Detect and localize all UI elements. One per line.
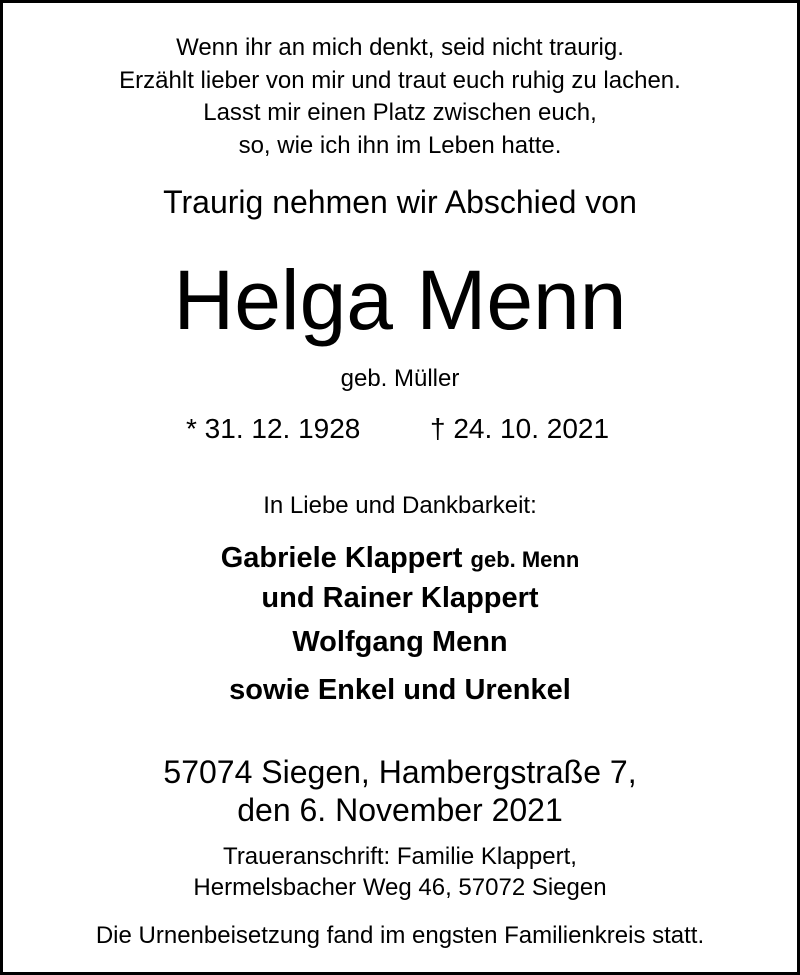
mourner-line-3: Wolfgang Menn [292,626,508,658]
poem-line-4: so, wie ich ihn im Leben hatte. [238,132,562,159]
farewell-intro: Traurig nehmen wir Abschied von [163,184,637,220]
mourner-name: Gabriele Klappert [220,542,463,574]
date-line: den 6. November 2021 [237,792,563,828]
closing-note: Die Urnenbeisetzung fand im engsten Familienkreis statt. [95,922,705,949]
poem-line-1: Wenn ihr an mich denkt, seid nicht traurig. [176,34,624,61]
death-date: † 24. 10. 2021 [430,413,610,444]
thanks-heading: In Liebe und Dankbarkeit: [263,492,537,519]
poem-line-3: Lasst mir einen Platz zwischen euch, [203,99,597,126]
condolence-address-line-1: Traueranschrift: Familie Klappert, [223,843,577,870]
mourner-line-4: sowie Enkel und Urenkel [229,674,571,706]
place-line: 57074 Siegen, Hambergstraße 7, [163,754,637,790]
mourner-birth-name: geb. Menn [470,547,580,572]
deceased-name: Helga Menn [173,253,627,347]
mourner-line-1 [0,544,800,573]
condolence-address-line-2: Hermelsbacher Weg 46, 57072 Siegen [193,874,607,901]
mourner-line-2: und Rainer Klappert [261,582,539,614]
birth-name: geb. Müller [340,365,460,392]
birth-date: * 31. 12. 1928 [186,413,361,444]
poem-line-2: Erzählt lieber von mir und traut euch ruhig zu lachen. [119,67,681,94]
